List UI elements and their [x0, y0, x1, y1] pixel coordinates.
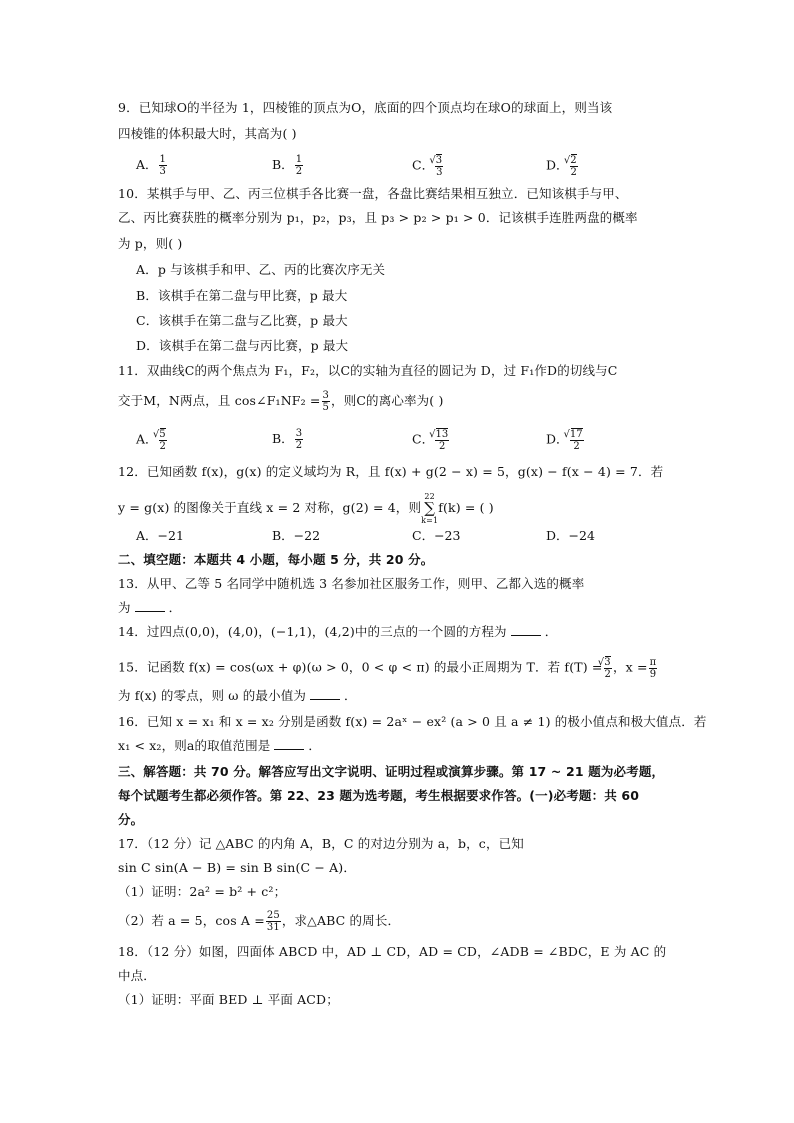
q11-option-c: C． √ $\frac{13}{2}$ — [412, 428, 450, 452]
q18-line1: 18．（12 分）如图，四面体 ABCD 中，AD ⊥ CD，AD = CD，∠ADB = ∠BDC，E 为 AC 的 — [118, 944, 667, 959]
q14-answer-blank — [511, 624, 541, 636]
q13-answer-blank — [135, 600, 165, 612]
q10-option-d: D．该棋手在第二盘与丙比赛，p 最大 — [136, 338, 349, 353]
q10-line1: 10．某棋手与甲、乙、丙三位棋手各比赛一盘，各盘比赛结果相互独立．已知该棋手与甲、 — [118, 186, 628, 201]
q16-line2: x₁ < x₂，则a的取值范围是 ． — [118, 738, 322, 753]
summation-symbol: 22 ∑ k=1 — [421, 492, 439, 525]
q12-option-b: B．−22 — [272, 528, 321, 543]
section-3-heading-line2: 每个试题考生都必须作答。第 22、23 题为选考题，考生根据要求作答。(一)必考题：共 60 — [118, 788, 640, 803]
q13-line1: 13．从甲、乙等 5 名同学中随机选 3 名参加社区服务工作，则甲、乙都入选的概率 — [118, 576, 585, 591]
q17-part2: （2）若 a = 5，cos A = $\frac{25}{31}$ ，求△ABC 的周长． — [118, 910, 401, 933]
q11-line2: 交于M，N两点，且 cos∠F₁NF₂ = $\frac{3}{5}$ ，则C的离心率为( ) — [118, 390, 444, 413]
q9-option-a: A． $\frac{1}{3}$ — [136, 154, 166, 177]
q10-option-b: B．该棋手在第二盘与甲比赛，p 最大 — [136, 288, 348, 303]
q15-line1: 15．记函数 f(x) = cos(ωx + φ)(ω > 0，0 < φ < π) 的最小正周期为 T．若 f(T) = √ $\frac{3}{2}$ ，x = $\frac{\pi}{9}$ — [118, 656, 658, 680]
section-3-heading-line3: 分。 — [118, 812, 144, 827]
section-2-heading: 二、填空题：本题共 4 小题，每小题 5 分，共 20 分。 — [118, 552, 434, 567]
q13-line2: 为 ． — [118, 600, 182, 615]
q16-answer-blank — [274, 738, 304, 750]
q9-option-b: B． $\frac{1}{2}$ — [272, 154, 303, 177]
q9-option-c: C． √ $\frac{3}{3}$ — [412, 154, 444, 178]
q10-line3: 为 p，则( ) — [118, 236, 183, 251]
q18-line2: 中点． — [118, 968, 156, 983]
q11-option-a: A． √ $\frac{5}{2}$ — [136, 428, 168, 452]
q17-line2: sin C sin(A − B) = sin B sin(C − A)． — [118, 860, 356, 875]
q11-option-d: D． √ $\frac{17}{2}$ — [546, 428, 585, 452]
q16-line1: 16．已知 x = x₁ 和 x = x₂ 分别是函数 f(x) = 2aˣ − ex² (a > 0 且 a ≠ 1) 的极小值点和极大值点．若 — [118, 714, 707, 729]
q14-line1: 14．过四点(0,0)，(4,0)，(−1,1)，(4,2)中的三点的一个圆的方程为 ． — [118, 624, 558, 639]
q17-part1: （1）证明：2a² = b² + c²； — [118, 884, 287, 899]
q10-option-a: A．p 与该棋手和甲、乙、丙的比赛次序无关 — [136, 262, 386, 277]
q12-option-a: A．−21 — [136, 528, 184, 543]
q9-line2: 四棱锥的体积最大时，其高为( ) — [118, 126, 297, 141]
q10-line2: 乙、丙比赛获胜的概率分别为 p₁，p₂，p₃，且 p₃ > p₂ > p₁ > 0．记该棋手连胜两盘的概率 — [118, 210, 638, 225]
q9-option-d: D． √ $\frac{2}{2}$ — [546, 154, 579, 178]
q15-answer-blank — [310, 688, 340, 700]
q12-option-d: D．−24 — [546, 528, 595, 543]
q11-option-b: B． $\frac{3}{2}$ — [272, 428, 303, 451]
q11-line1: 11．双曲线C的两个焦点为 F₁，F₂，以C的实轴为直径的圆记为 D，过 F₁作D的切线与C — [118, 363, 618, 378]
q17-line1: 17．（12 分）记 △ABC 的内角 A，B，C 的对边分别为 a，b，c，已知 — [118, 836, 524, 851]
q15-line2: 为 f(x) 的零点，则 ω 的最小值为 ． — [118, 688, 357, 703]
section-3-heading-line1: 三、解答题：共 70 分。解答应写出文字说明、证明过程或演算步骤。第 17 ~ 21 题为必考题， — [118, 764, 665, 779]
q12-line1: 12．已知函数 f(x)，g(x) 的定义域均为 R，且 f(x) + g(2 − x) = 5，g(x) − f(x − 4) = 7．若 — [118, 464, 664, 479]
q9-line1: 9．已知球O的半径为 1，四棱锥的顶点为O，底面的四个顶点均在球O的球面上，则当该 — [118, 100, 613, 115]
q18-part1: （1）证明：平面 BED ⊥ 平面 ACD； — [118, 992, 339, 1007]
q12-line2: y = g(x) 的图像关于直线 x = 2 对称，g(2) = 4，则22 ∑ k=1f(k) = ( ) — [118, 492, 494, 525]
q12-option-c: C．−23 — [412, 528, 461, 543]
q10-option-c: C．该棋手在第二盘与乙比赛，p 最大 — [136, 313, 348, 328]
